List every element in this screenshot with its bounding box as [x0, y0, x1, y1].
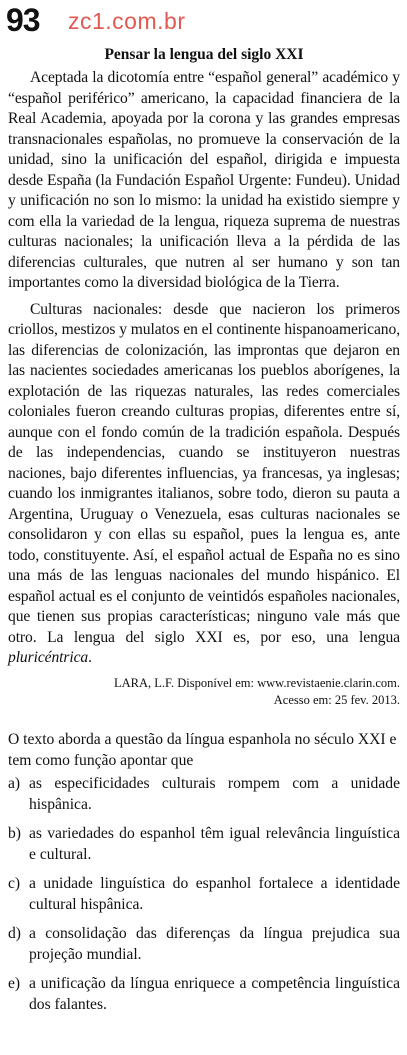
- article-paragraph-1: Aceptada la dicotomía entre “español general” académico y “español periférico” americano, la capacidad financiera de la Real Academia, apoyada por la corona y las grandes empresas transnacionales españolas, no promueve la conservación de la unidad, sino la unificación del español, dirigida e impuesta desde España (la Fundación Español Urgente: Fundeu). Unidad y unificación no son lo mismo: la unidad ha existido siempre y com ella la variedad de la lengua, riqueza suprema de nuestras culturas nacionales; la unificación lleva a la pérdida de las diferencias culturales, que nutren al ser humano y son tan importantes como la diversidad biológica de la Tierra.: [8, 69, 400, 291]
- source-line-1: LARA, L.F. Disponível em: www.revistaenie.clarin.com.: [114, 675, 400, 690]
- option-text: a unidade linguística do espanhol fortalece a identidade cultural hispânica.: [29, 874, 400, 913]
- option-letter: b): [8, 824, 21, 842]
- option-letter: d): [8, 924, 21, 942]
- option-d[interactable]: [8, 923, 400, 965]
- page-header: [0, 2, 407, 42]
- source-citation: [8, 675, 400, 709]
- paragraph-2-end: .: [88, 649, 92, 666]
- site-watermark[interactable]: zc1.com.br: [68, 8, 186, 34]
- option-letter: e): [8, 974, 21, 992]
- article-paragraph-2: [8, 300, 400, 669]
- source-line-2: Acesso em: 25 fev. 2013.: [273, 692, 400, 707]
- option-text: as especificidades culturais rompem com a unidade hispânica.: [29, 774, 400, 813]
- question-content: [8, 44, 400, 1023]
- option-c[interactable]: [8, 873, 400, 915]
- option-a[interactable]: [8, 773, 400, 815]
- option-letter: a): [8, 774, 21, 792]
- option-text: a unificação da língua enriquece a competência linguística dos falantes.: [29, 974, 400, 1013]
- question-number: 93: [6, 2, 40, 38]
- option-text: as variedades do espanhol têm igual relevância linguística e cultural.: [29, 824, 400, 863]
- question-stem: O texto aborda a questão da língua espanhola no século XXI e tem como função apontar que: [8, 730, 397, 769]
- option-text: a consolidação das diferenças da língua prejudica sua projeção mundial.: [29, 924, 400, 963]
- article-title: Pensar la lengua del siglo XXI: [104, 46, 304, 63]
- option-letter: c): [8, 874, 21, 892]
- option-e[interactable]: [8, 973, 400, 1015]
- paragraph-2-emphasis: pluricéntrica: [8, 649, 89, 666]
- option-b[interactable]: [8, 823, 400, 865]
- paragraph-2-text: Culturas nacionales: desde que nacieron los primeros criollos, mestizos y mulatos en el continente hispanoamericano, las diferencias de colonización, las improntas que dejaron en las nacientes sociedades americanas los pueblos aborígenes, la explotación de las riquezas naturales, las redes comerciales coloniales fueron creando culturas propias, diferentes entre sí, aunque con el fondo común de la tradición española. Después de las independencias, cuando se instituyeron nuestras naciones, bajo diferentes influencias, ya francesas, ya inglesas; cuando los inmigrantes italianos, sobre todo, dieron su pauta a Argentina, Uruguay o Venezuela, esas culturas nacionales se consolidaron y con ellas su español, pues la lengua es, ante todo, constituyente. Así, el español actual de España no es sino una más de las lenguas nacionales del mundo hispánico. El español actual es el conjunto de veintidós españoles nacionales, que tienen sus propias características; ninguno vale más que otro. La lengua del siglo XXI es, por eso, una lengua: [8, 300, 400, 646]
